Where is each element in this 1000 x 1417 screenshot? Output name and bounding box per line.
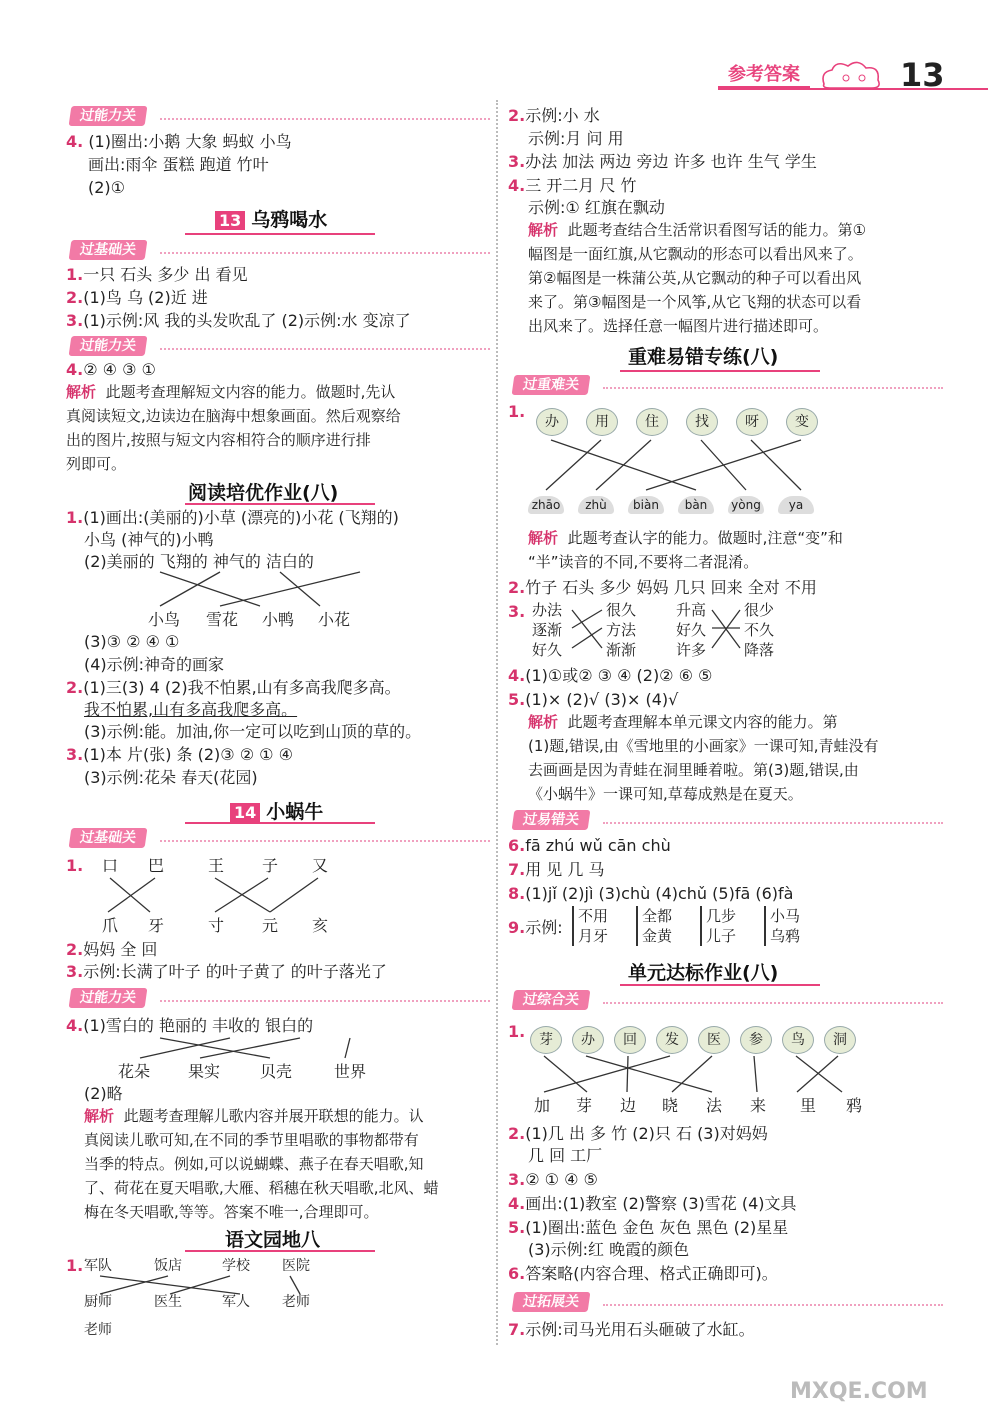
word-group: 不用 月牙: [572, 906, 608, 946]
match-char: 王: [208, 856, 225, 875]
answer-text: 老师: [84, 1322, 112, 1338]
answer-text: (1)jǐ (2)jì (3)chù (4)chǔ (5)fā (6)fà: [525, 884, 794, 903]
answer-text: 画出:雨伞 蛋糕 跑道 竹叶: [88, 155, 269, 174]
answer-text: 示例:月 问 用: [528, 129, 624, 148]
tag-rule: [160, 840, 490, 842]
answer-page: 参考答案 13 过能力关 4. (1)圈出:小鹅 大象 蚂蚁 小鸟 画出:雨伞 蛋糕 跑道 竹叶 (2)① 13 乌鸦喝水 过基础关 1.一只 石头 多少 出 看见 2.(1)鸟 乌 (2)近 进 3.(1)示例:风 我的头发吹乱了 (2)示例:水 变凉了 过能力关 4.② ④ ③ ① 解析 此题考查理解短文内容的能力。做题时,先认 真阅读短文,边读边在脑海中想象画面。然后观察给 出的图片,按照与短文内容相符合的顺序进行排 列即可。 阅读培优作业(八) 1.(1)画出:(美丽的)小草 (漂亮的)小花 (飞翔的) 小鸟 (神气的)小鸭 (2)美丽的 飞翔的 神气的 洁白的 小鸟 雪花 小鸭 小花 (3)③ ② ④ ① (4)示例:神奇的画家 2.(1)三(3) 4 (2)我不怕累,山有多高我爬多高。 我不怕累,山有多高我爬多高。 (3)示例:能。加油,你一定可以吃到山顶的草的。 3.(1)本 片(张) 条 (2)③ ② ① ④ (3)示例:花朵 春天(花园) 14 小蜗牛 过基础关 1. 口 巴 王 子 又 爪 牙 寸 元 亥 2.妈妈 全 回 3.示例:长满了叶子 的叶子黄了 的叶子落光了 过能力关 4.(1)雪白的 艳丽的 丰收的 银白的 花朵 果实 贝壳 世界 (2)略 解析 此题考查理解儿歌内容并展开联想的能力。认 真阅读儿歌可知,在不同的季节里唱歌的事物都带有 当季的特点。例如,可以说蝴蝶、燕子在春天唱歌,知 了、荷花在夏天唱歌,大雁、稻穗在秋天唱歌,北风、蜡 梅在冬天唱歌,等等。答案不唯一,合理即可。 语文园地八 1. 军队 饭店 学校 医院 厨师 医生 军人 老师 老师 2.示例:小 水 示例:月 问 用 3.办法 加法 两边 旁边 许多 也许 生气 学生 4.三 开二月 尺 竹 示例:① 红旗在飘动 解析 此题考查结合生活常识看图写话的能力。第① 幅图是一面红旗,从它飘动的形态可以看出风来了。 第②幅图是一株蒲公英,从它飘动的种子可以看出风 来了。第③幅图是一个风筝,从它飞翔的状态可以看 出风来了。选择任意一幅图片进行描述即可。 重难易错专练(八) 过重难关 1. 办 用 住 找 呀 变 zhāo zhù biàn bàn yòng ya 解析 此题考查认字的能力。做题时,注意“变”和 “半”读音的不同,不要将二者混淆。 2.竹子 石头 多少 妈妈 几只 回来 全对 不用 3. 办法 逐渐 好久 很久 方法 渐渐 升高 好久 许多 很少 不久 降落 4.(1)①或② ③ ④ (2)② ⑥ ⑤ 5.(1)× (2)√ (3)× (4)√ 解析 此题考查理解本单元课文内容的能力。第 (1)题,错误,由《雪地里的小画家》一课可知,青蛙没有 去画画是因为青蛙在洞里睡着啦。第(3)题,错误,由 《小蜗牛》一课可知,草莓成熟是在夏天。 过易错关 6.fā zhú wǔ cān chù 7.用 见 几 马 8.(1)jǐ (2)jì (3)chù (4)chǔ (5)fā (6)fà 9.示例: 不用 月牙 全都 金黄 几步 儿子 小马 乌鸦 单元达标作业(八) 过综合关 1. 芽 办 回 发 医 参 鸟 洞 加 芽 边 晓 法 来 里 鸦 2.(1)几 出 多 竹 (2)只 石 (3)对妈妈 几 回 工厂 3.② ① ④ ⑤ 4.画出:(1)教室 (2)警察 (3)雪花 (4)文具 5.(1)圈出:蓝色 金色 灰色 黑色 (2)星星 (3)示例:红 晚霞的颜色 6.答案略(内容合理、格式正确即可)。 过拓展关 7.示例:司马光用石头砸破了水缸。 MXQE.COM: [0, 0, 1000, 1417]
tag-error-prone: 过易错关: [512, 810, 591, 830]
snail-char: 鸟: [782, 1026, 814, 1054]
match-word: 雪花: [206, 610, 239, 629]
match-char: 来: [750, 1096, 767, 1115]
matching-lines: [710, 608, 744, 652]
snail-char: 办: [536, 408, 568, 436]
answer-text: (1)三(3) 4 (2)我不怕累,山有多高我爬多高。: [83, 678, 401, 697]
answer-text: 示例:司马光用石头砸破了水缸。: [525, 1320, 755, 1339]
match-char: 口: [102, 856, 119, 875]
match-word: 小鸭: [262, 610, 295, 629]
tag-basic-1: 过基础关: [69, 240, 148, 260]
answer-text: ② ④ ③ ①: [83, 360, 156, 379]
analysis-block: 解析 此题考查认字的能力。做题时,注意“变”和 “半”读音的不同,不要将二者混淆。: [528, 529, 843, 571]
tag-rule: [160, 252, 490, 254]
snail-char: 芽: [530, 1026, 562, 1054]
snail-char: 变: [786, 408, 818, 436]
match-char: 元: [262, 916, 279, 935]
matching-lines: [120, 1036, 380, 1062]
match-word: 果实: [188, 1062, 221, 1081]
match-word: 小鸟: [148, 610, 181, 629]
match-char: 子: [262, 856, 279, 875]
match-char: 又: [312, 856, 329, 875]
pinyin-mushroom: bàn: [678, 496, 714, 514]
matching-lines: [100, 876, 340, 916]
analysis-block: 解析 此题考查理解本单元课文内容的能力。第 (1)题,错误,由《雪地里的小画家》一课可知,青蛙没有 去画画是因为青蛙在洞里睡着啦。第(3)题,错误,由 《小蜗牛》一课可知,草莓成熟是在夏天。: [528, 713, 879, 803]
match-word: 学校: [222, 1258, 250, 1274]
match-column: 升高 好久 许多: [676, 601, 707, 659]
match-char: 巴: [148, 856, 165, 875]
answer-text: 妈妈 全 回: [83, 940, 158, 959]
tag-rule: [160, 348, 490, 350]
snail-char: 住: [636, 408, 668, 436]
answer-text: (3)示例:花朵 春天(花园): [84, 768, 258, 787]
match-word: 医院: [282, 1258, 310, 1274]
answer-text: 小鸟 (神气的)小鸭: [84, 530, 214, 549]
answer-text: (1)几 出 多 竹 (2)只 石 (3)对妈妈: [525, 1124, 768, 1143]
snail-char: 发: [656, 1026, 688, 1054]
answer-text: (1)本 片(张) 条 (2)③ ② ① ④: [83, 745, 293, 764]
answer-text: (2)①: [88, 178, 126, 197]
answer-text: fā zhú wǔ cān chù: [525, 836, 671, 855]
answer-text: (2)略: [84, 1084, 123, 1103]
match-word: 饭店: [154, 1258, 182, 1274]
answer-text: 用 见 几 马: [525, 860, 605, 879]
match-word: 厨师: [84, 1294, 112, 1310]
match-word: 世界: [334, 1062, 367, 1081]
match-char: 牙: [148, 916, 165, 935]
drill-title: 重难易错专练(八): [628, 346, 779, 368]
answer-text: 竹子 石头 多少 妈妈 几只 回来 全对 不用: [525, 578, 817, 597]
answer-text: (1)圈出:蓝色 金色 灰色 黑色 (2)星星: [525, 1218, 789, 1237]
answer-text: (1)示例:风 我的头发吹乱了 (2)示例:水 变凉了: [83, 311, 411, 330]
analysis-block: 解析 此题考查结合生活常识看图写话的能力。第① 幅图是一面红旗,从它飘动的形态可以看出风来了。 第②幅图是一株蒲公英,从它飘动的种子可以看出风 来了。第③幅图是一个风筝,从它飞翔的状态可以看 出风来了。选择任意一幅图片进行描述即可。: [528, 221, 867, 335]
answer-text: (1)雪白的 艳丽的 丰收的 银白的: [83, 1016, 314, 1035]
word-group: 全都 金黄: [636, 906, 672, 946]
answer-text: 三 开二月 尺 竹: [525, 176, 637, 195]
match-char: 爪: [102, 916, 119, 935]
snail-char: 洞: [824, 1026, 856, 1054]
matching-lines: [532, 1054, 862, 1096]
match-word: 花朵: [118, 1062, 151, 1081]
snail-char: 参: [740, 1026, 772, 1054]
snail-char: 用: [586, 408, 618, 436]
tag-rule: [603, 387, 943, 389]
pinyin-mushroom: ya: [778, 496, 814, 514]
answer-text: 办法 加法 两边 旁边 许多 也许 生气 学生: [525, 152, 817, 171]
match-word: 贝壳: [260, 1062, 293, 1081]
reading-title: 阅读培优作业(八): [188, 482, 339, 504]
matching-lines: [536, 438, 826, 494]
match-word: 军人: [222, 1294, 250, 1310]
answer-text: ② ① ④ ⑤: [525, 1170, 598, 1189]
pinyin-mushroom: zhāo: [528, 496, 564, 514]
unit-title: 单元达标作业(八): [628, 962, 779, 984]
answer-text: 画出:(1)教室 (2)警察 (3)雪花 (4)文具: [525, 1194, 797, 1213]
answer-text: 示例:小 水: [525, 106, 600, 125]
match-char: 芽: [576, 1096, 593, 1115]
tag-rule: [603, 1002, 943, 1004]
snail-char: 找: [686, 408, 718, 436]
answer-text: (3)③ ② ④ ①: [84, 632, 180, 651]
answer-text: 示例:长满了叶子 的叶子黄了 的叶子落光了: [83, 962, 387, 981]
lesson-14-title: 14 小蜗牛: [230, 797, 323, 824]
answer-text: 示例:: [525, 918, 563, 937]
watermark: MXQE.COM: [790, 1379, 928, 1404]
match-char: 里: [800, 1096, 817, 1115]
match-char: 法: [706, 1096, 723, 1115]
lesson-13-title: 13 乌鸦喝水: [215, 205, 327, 232]
analysis-block: 解析 此题考查理解儿歌内容并展开联想的能力。认 真阅读儿歌可知,在不同的季节里唱歌的事物都带有 当季的特点。例如,可以说蝴蝶、燕子在春天唱歌,知 了、荷花在夏天唱歌,大雁、稻穗在秋天唱歌,北风、蜡 梅在冬天唱歌,等等。答案不唯一,合理即可。: [84, 1107, 439, 1221]
tag-ability-3: 过能力关: [69, 988, 148, 1008]
header-label: 参考答案: [718, 56, 810, 89]
snail-char: 回: [614, 1026, 646, 1054]
answer-text: (1)× (2)√ (3)× (4)√: [525, 690, 679, 709]
tag-rule: [603, 1304, 943, 1306]
match-column: 很久 方法 渐渐: [606, 601, 637, 659]
answer-text: (1)鸟 乌 (2)近 进: [83, 288, 208, 307]
tag-extension: 过拓展关: [512, 1292, 591, 1312]
cloud-decoration-icon: [818, 56, 893, 92]
tag-comprehensive: 过综合关: [512, 990, 591, 1010]
section-rule: [620, 370, 820, 372]
match-word: 军队: [84, 1258, 112, 1274]
answer-text: 几 回 工厂: [528, 1146, 603, 1165]
match-char: 加: [534, 1096, 551, 1115]
match-char: 鸦: [846, 1096, 863, 1115]
snail-char: 呀: [736, 408, 768, 436]
answer-text: (3)示例:红 晚霞的颜色: [528, 1240, 690, 1259]
tag-rule: [160, 118, 490, 120]
match-column: 很少 不久 降落: [744, 601, 775, 659]
answer-text: (3)示例:能。加油,你一定可以吃到山顶的草的。: [84, 722, 422, 741]
match-char: 晓: [662, 1096, 679, 1115]
analysis-block: 解析 此题考查理解短文内容的能力。做题时,先认 真阅读短文,边读边在脑海中想象画面。然后观察给 出的图片,按照与短文内容相符合的顺序进行排 列即可。: [66, 383, 401, 473]
tag-ability-2: 过能力关: [69, 336, 148, 356]
matching-lines: [570, 608, 606, 652]
answer-text: (1)画出:(美丽的)小草 (漂亮的)小花 (飞翔的): [83, 508, 399, 527]
answer-text: (1)①或② ③ ④ (2)② ⑥ ⑤: [525, 666, 713, 685]
word-group: 小马 乌鸦: [764, 906, 800, 946]
match-word: 老师: [282, 1294, 310, 1310]
snail-char: 办: [572, 1026, 604, 1054]
match-char: 寸: [208, 916, 225, 935]
page-number: 13: [900, 56, 945, 94]
answer-text: (1)圈出:小鹅 大象 蚂蚁 小鸟: [88, 132, 292, 151]
answer-text: (4)示例:神奇的画家: [84, 655, 225, 674]
match-word: 小花: [318, 610, 351, 629]
tag-basic-2: 过基础关: [69, 828, 148, 848]
tag-ability-1: 过能力关: [69, 106, 148, 126]
answer-text: (2)美丽的 飞翔的 神气的 洁白的: [84, 552, 314, 571]
pinyin-mushroom: yòng: [728, 496, 764, 514]
answer-text: 答案略(内容合理、格式正确即可)。: [525, 1264, 778, 1283]
match-word: 医生: [154, 1294, 182, 1310]
answer-text: 一只 石头 多少 出 看见: [83, 265, 248, 284]
match-char: 边: [620, 1096, 637, 1115]
tag-difficult: 过重难关: [512, 375, 591, 395]
snail-char: 医: [698, 1026, 730, 1054]
pinyin-mushroom: zhù: [578, 496, 614, 514]
pinyin-mushroom: biàn: [628, 496, 664, 514]
match-column: 办法 逐渐 好久: [532, 601, 563, 659]
answer-text: 示例:① 红旗在飘动: [528, 198, 665, 217]
answer-text: 我不怕累,山有多高我爬多高。: [84, 700, 298, 719]
section-rule: [185, 233, 375, 235]
word-group: 几步 儿子: [700, 906, 736, 946]
tag-rule: [603, 822, 943, 824]
match-char: 亥: [312, 916, 329, 935]
tag-rule: [160, 1000, 490, 1002]
garden-title: 语文园地八: [225, 1229, 321, 1251]
matching-lines: [140, 570, 390, 610]
column-divider: [496, 100, 498, 1345]
